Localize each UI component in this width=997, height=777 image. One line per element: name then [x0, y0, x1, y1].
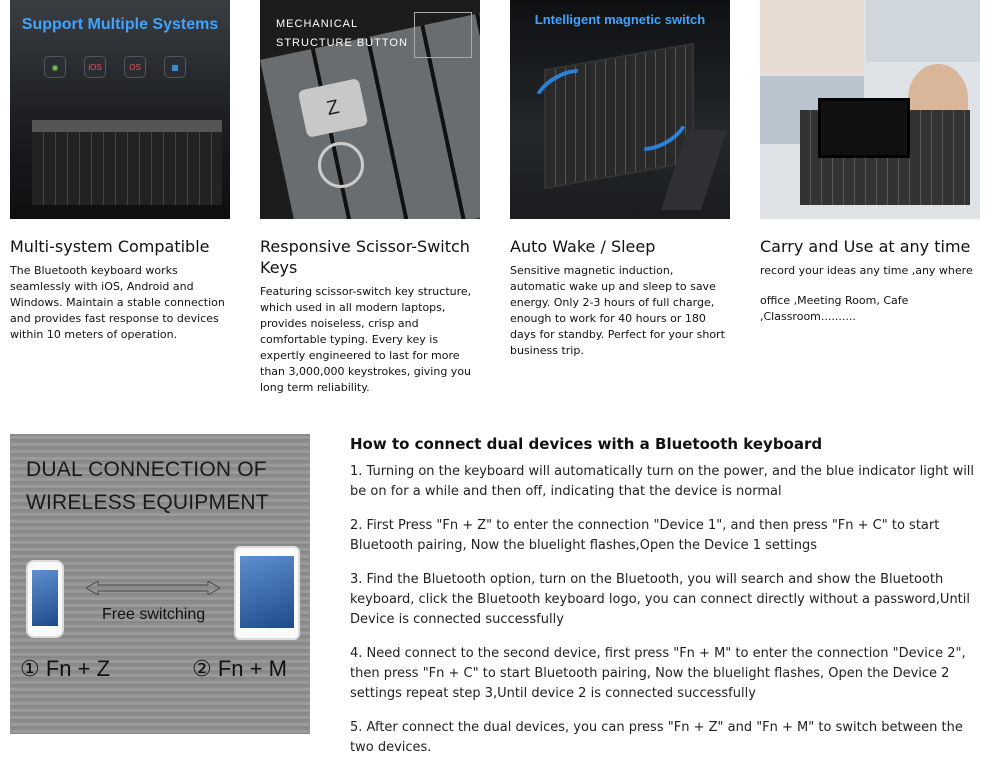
feature-card-carry: [760, 0, 980, 325]
tablet-icon: [234, 546, 300, 640]
image-label-line1: MECHANICAL: [276, 18, 359, 30]
dual-title-line1: DUAL CONNECTION OF: [26, 458, 267, 481]
card-body: Featuring scissor-switch key structure, which used in all modern laptops, provides noiseless, crisp and comfortable typing. Every key is expertly engineered to last for more than 3,000,000 keystrokes, giving you long term reliability.: [260, 285, 472, 394]
phone-icon: [26, 560, 64, 638]
keyboard-illustration: [32, 120, 222, 205]
ios-icon: iOS: [84, 56, 106, 78]
feature-card-auto-wake: [510, 0, 730, 359]
key-z: Z: [298, 78, 369, 138]
free-switching-label: Free switching: [102, 606, 206, 623]
feature-card-scissor-switch: [260, 0, 480, 396]
card-body: The Bluetooth keyboard works seamlessly with iOS, Android and Windows. Maintain a stable connection and provides fast response to devices within 10 meters of operation.: [10, 264, 225, 341]
scissor-mechanism-icon: [318, 142, 364, 188]
image-label-line2: STRUCTURE BUTTON: [276, 37, 408, 49]
card-heading: Carry and Use at any time: [760, 237, 971, 256]
meeting-room-photo: [866, 0, 980, 62]
usage-scenes-image: [760, 0, 980, 219]
image-title: Lntelligent magnetic switch: [534, 12, 706, 27]
magnetic-switch-image: [510, 0, 730, 219]
card-body: Sensitive magnetic induction, automatic wake up and sleep to save energy. Only 2-3 hours of full charge, enough to work for 40 hours or 180 days for standby. Perfect for your short business trip.: [510, 264, 725, 357]
howto-step: 4. Need connect to the second device, first press "Fn + M" to enter the connection "Device 2", then press "Fn + C" to start Bluetooth pairing, Now the bluelight flashes, Open the Device 2 settings repeat step 3,Until device 2 is connected successfully: [350, 646, 966, 701]
os-icon: OS: [124, 56, 146, 78]
structure-diagram-icon: [414, 12, 472, 58]
howto-step: 5. After connect the dual devices, you can press "Fn + Z" and "Fn + M" to switch between the two devices.: [350, 720, 963, 755]
os-icon-row: [44, 56, 186, 78]
howto-step: 1. Turning on the keyboard will automatically turn on the power, and the blue indicator light will be on for a while and then off, indicating that the device is normal: [350, 464, 975, 499]
fn-m-label: ② Fn + M: [192, 656, 287, 681]
howto-section: [350, 434, 980, 772]
howto-steps: [350, 462, 980, 758]
card-heading: Responsive Scissor-Switch Keys: [260, 237, 470, 277]
feature-card-multi-system: [10, 0, 230, 343]
card-body-line1: record your ideas any time ,any where: [760, 264, 973, 277]
office-photo: [760, 0, 864, 74]
image-title: Support Multiple Systems: [21, 16, 219, 33]
phone-on-stand-illustration: [818, 98, 910, 158]
dual-connection-image: [10, 434, 310, 734]
howto-title: How to connect dual devices with a Bluetooth keyboard: [350, 435, 823, 453]
dual-title-line2: WIRELESS EQUIPMENT: [26, 491, 269, 514]
android-icon: ◉: [44, 56, 66, 78]
card-heading: Auto Wake / Sleep: [510, 237, 656, 256]
windows-icon: ▦: [164, 56, 186, 78]
howto-step: 2. First Press "Fn + Z" to enter the connection "Device 1", and then press "Fn + C" to start Bluetooth pairing, Now the bluelight flashes,Open the Device 1 settings: [350, 518, 940, 553]
double-arrow-icon: [86, 581, 220, 595]
scissor-switch-image: [260, 0, 480, 219]
fn-z-label: ① Fn + Z: [20, 656, 111, 681]
howto-step: 3. Find the Bluetooth option, turn on the Bluetooth, you will search and show the Bluetooth keyboard, click the Bluetooth keyboard logo, you can connect directly without a password,Until Device is connected successfully: [350, 572, 971, 627]
card-heading: Multi-system Compatible: [10, 237, 210, 256]
multi-system-image: [10, 0, 230, 219]
card-body-line2: office ,Meeting Room, Cafe ,Classroom..........: [760, 294, 909, 323]
